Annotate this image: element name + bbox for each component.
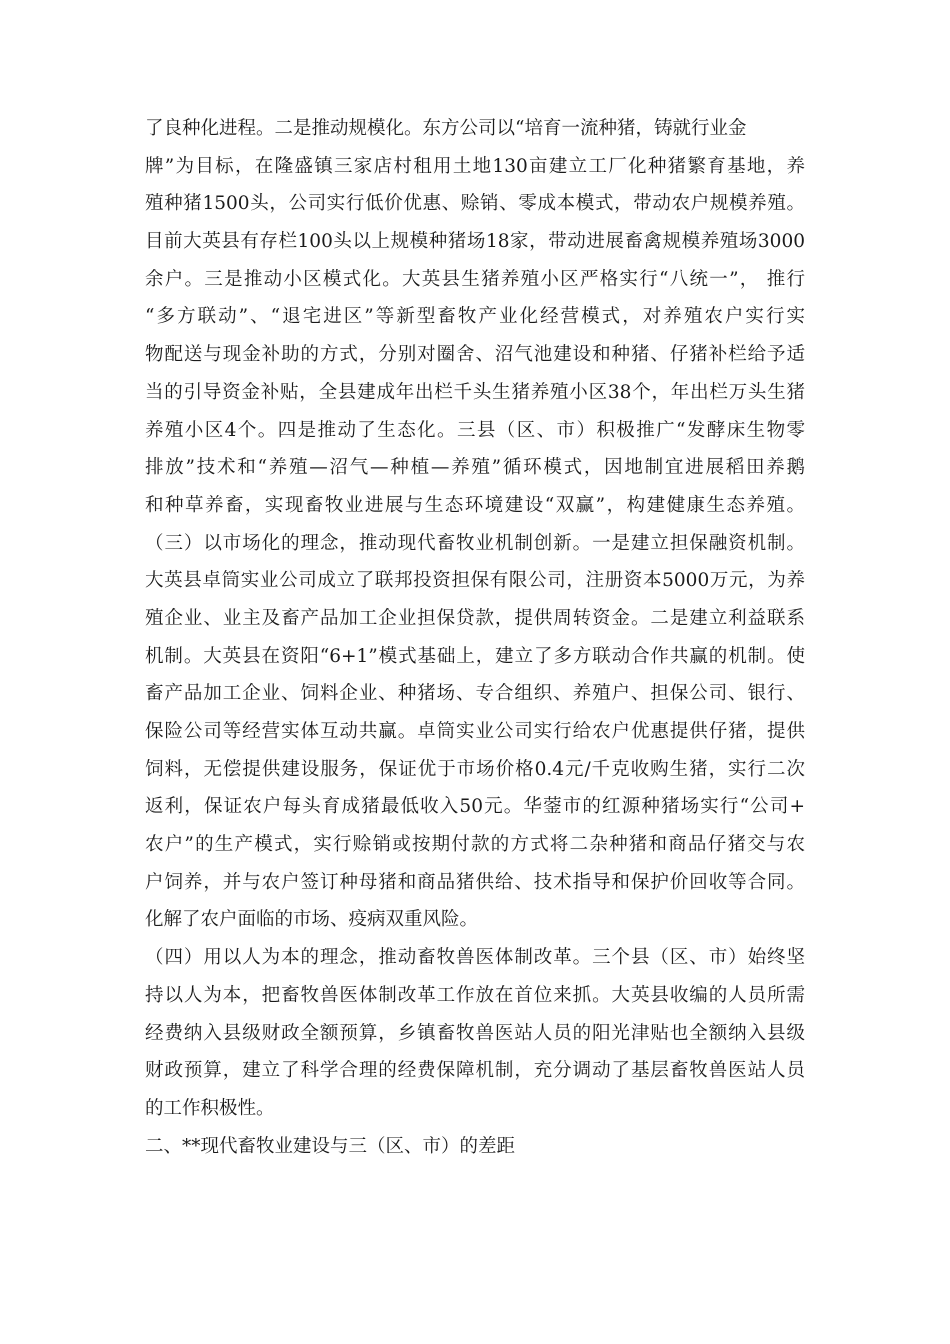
text-line: （三）以市场化的理念，推动现代畜牧业机制创新。一是建立担保融资机制。 xyxy=(145,532,805,554)
text-line: 饲料，无偿提供建设服务，保证优于市场价格0.4元/千克收购生猪，实行二次 xyxy=(145,758,805,780)
text-line: 持以人为本，把畜牧兽医体制改革工作放在首位来抓。大英县收编的人员所需 xyxy=(145,984,805,1006)
text-line: 财政预算，建立了科学合理的经费保障机制，充分调动了基层畜牧兽医站人员 xyxy=(145,1060,805,1082)
text-line: （四）用以人为本的理念，推动畜牧兽医体制改革。三个县（区、市）始终坚 xyxy=(145,947,805,969)
text-line: 目前大英县有存栏100头以上规模种猪场18家，带动进展畜禽规模养殖场3000 xyxy=(145,231,805,253)
text-line: “多方联动”、“退宅进区”等新型畜牧产业化经营模式，对养殖农户实行实 xyxy=(145,306,805,328)
text-line: 余户。三是推动小区模式化。大英县生猪养殖小区严格实行“八统一”， 推行 xyxy=(145,268,805,290)
section-heading: 二、**现代畜牧业建设与三（区、市）的差距 xyxy=(145,1135,516,1157)
text-line: 户饲养，并与农户签订种母猪和商品猪供给、技术指导和保护价回收等合同。 xyxy=(145,871,805,893)
text-line: 当的引导资金补贴，全县建成年出栏千头生猪养殖小区38个，年出栏万头生猪 xyxy=(145,381,805,403)
text-line: 物配送与现金补助的方式，分别对圈舍、沼气池建设和种猪、仔猪补栏给予适 xyxy=(145,344,805,366)
text-line: 机制。大英县在资阳“6+1”模式基础上，建立了多方联动合作共赢的机制。使 xyxy=(145,645,805,667)
text-line: 畜产品加工企业、饲料企业、种猪场、专合组织、养殖户、担保公司、银行、 xyxy=(145,683,805,705)
text-line: 化解了农户面临的市场、疫病双重风险。 xyxy=(145,909,479,931)
text-line: 养殖小区4个。四是推动了生态化。三县（区、市）积极推广“发酵床生物零 xyxy=(145,419,805,441)
text-line: 排放”技术和“养殖—沼气—种植—养殖”循环模式，因地制宜进展稻田养鹅 xyxy=(145,457,805,479)
text-line: 和种草养畜，实现畜牧业进展与生态环境建设“双赢”，构建健康生态养殖。 xyxy=(145,494,805,516)
text-line: 保险公司等经营实体互动共赢。卓筒实业公司实行给农户优惠提供仔猪，提供 xyxy=(145,721,805,742)
text-line: 的工作积极性。 xyxy=(145,1097,275,1119)
text-line: 了良种化进程。二是推动规模化。东方公司以“培育一流种猪，铸就行业金 xyxy=(145,118,747,139)
text-line: 经费纳入县级财政全额预算，乡镇畜牧兽医站人员的阳光津贴也全额纳入县级 xyxy=(145,1022,805,1044)
text-line: 农户”的生产模式，实行赊销或按期付款的方式将二杂种猪和商品仔猪交与农 xyxy=(145,834,805,856)
text-line: 牌”为目标，在隆盛镇三家店村租用土地130亩建立工厂化种猪繁育基地，养 xyxy=(145,155,805,177)
text-line: 大英县卓筒实业公司成立了联邦投资担保有限公司，注册资本5000万元，为养 xyxy=(145,570,805,592)
body-text xyxy=(145,110,805,1165)
text-line: 返利，保证农户每头育成猪最低收入50元。华蓥市的红源种猪场实行“公司+ xyxy=(145,796,805,818)
text-line: 殖种猪1500头，公司实行低价优惠、赊销、零成本模式，带动农户规模养殖。 xyxy=(145,193,805,215)
text-line: 殖企业、业主及畜产品加工企业担保贷款，提供周转资金。二是建立利益联系 xyxy=(145,607,805,629)
